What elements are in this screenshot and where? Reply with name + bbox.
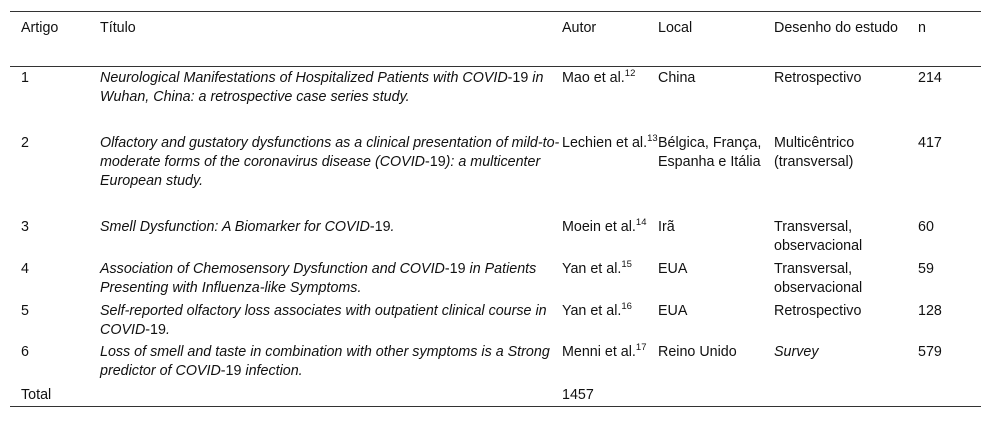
header-desenho: Desenho do estudo [774,12,918,67]
author-name: Lechien et al. [562,134,648,151]
cell-local: Reino Unido [658,343,737,360]
reference-number: 15 [621,258,632,270]
cell-autor [562,216,658,258]
cell-artigo: 4 [21,260,29,277]
cell-artigo: 1 [21,70,29,86]
cell-autor [562,341,658,384]
cell-autor [562,300,658,341]
total-empty-cell [100,384,562,407]
cell-artigo: 6 [21,343,29,360]
header-artigo: Artigo [10,12,100,67]
cell-titulo: Loss of smell and taste in combination with other symptoms is a Strong predictor of COVID-19 infection. [100,343,550,379]
reference-number: 16 [621,300,632,312]
cell-desenho: Transversal, observacional [774,218,863,254]
table-row [10,67,981,132]
author-name: Mao et al. [562,70,625,86]
table-row [10,300,981,341]
cell-titulo: Self-reported olfactory loss associates with outpatient clinical course in COVID-19. [100,302,547,338]
cell-titulo: Olfactory and gustatory dysfunctions as a clinical presentation of mild-to-moderate forms of the coronavirus disease (COVID-19): a multicenter European study. [100,134,560,189]
table-header-row [10,12,981,67]
cell-n: 59 [918,260,934,277]
cell-n: 579 [918,343,942,360]
cell-desenho: Multicêntrico (transversal) [774,134,855,170]
cell-n: 417 [918,134,942,151]
cell-local: China [658,70,696,86]
table-row [10,216,981,258]
total-label: Total [10,384,100,407]
cell-local: Irã [658,218,675,235]
cell-titulo: Association of Chemosensory Dysfunction and COVID-19 in Patients Presenting with Influenza-like Symptoms. [100,260,537,296]
cell-desenho: Retrospectivo [774,302,862,319]
reference-number: 12 [624,68,636,80]
total-empty-cell [918,384,981,407]
author-name: Yan et al. [562,302,622,319]
cell-n: 128 [918,302,942,319]
header-autor: Autor [562,12,658,67]
header-local: Local [658,12,774,67]
cell-autor [562,258,658,300]
cell-n: 60 [918,218,934,235]
header-titulo: Título [100,12,562,67]
cell-n: 214 [918,70,942,86]
cell-local: EUA [658,302,688,319]
reference-number: 13 [647,132,658,144]
table-row [10,341,981,384]
cell-artigo: 2 [21,134,29,151]
studies-table [10,11,981,407]
cell-autor [562,67,658,132]
total-empty-cell [774,384,918,407]
reference-number: 14 [635,216,647,228]
cell-desenho: Survey [774,343,819,360]
total-row [10,384,981,407]
cell-artigo: 3 [21,218,29,235]
author-name: Moein et al. [562,218,636,235]
author-name: Menni et al. [562,343,636,360]
header-n: n [918,12,981,67]
total-value: 1457 [562,384,658,407]
author-name: Yan et al. [562,260,622,277]
cell-desenho: Retrospectivo [774,70,862,86]
table-row [10,258,981,300]
total-empty-cell [658,384,774,407]
cell-desenho: Transversal, observacional [774,260,863,296]
table-row [10,132,981,216]
cell-autor [562,132,658,216]
cell-artigo: 5 [21,302,29,319]
cell-titulo: Neurological Manifestations of Hospitalized Patients with COVID-19 in Wuhan, China: a retrospective case series study. [100,70,544,105]
cell-local: EUA [658,260,688,277]
cell-titulo: Smell Dysfunction: A Biomarker for COVID-19. [100,218,395,235]
reference-number: 17 [635,341,647,353]
cell-local: Bélgica, França, Espanha e Itália [658,134,762,170]
